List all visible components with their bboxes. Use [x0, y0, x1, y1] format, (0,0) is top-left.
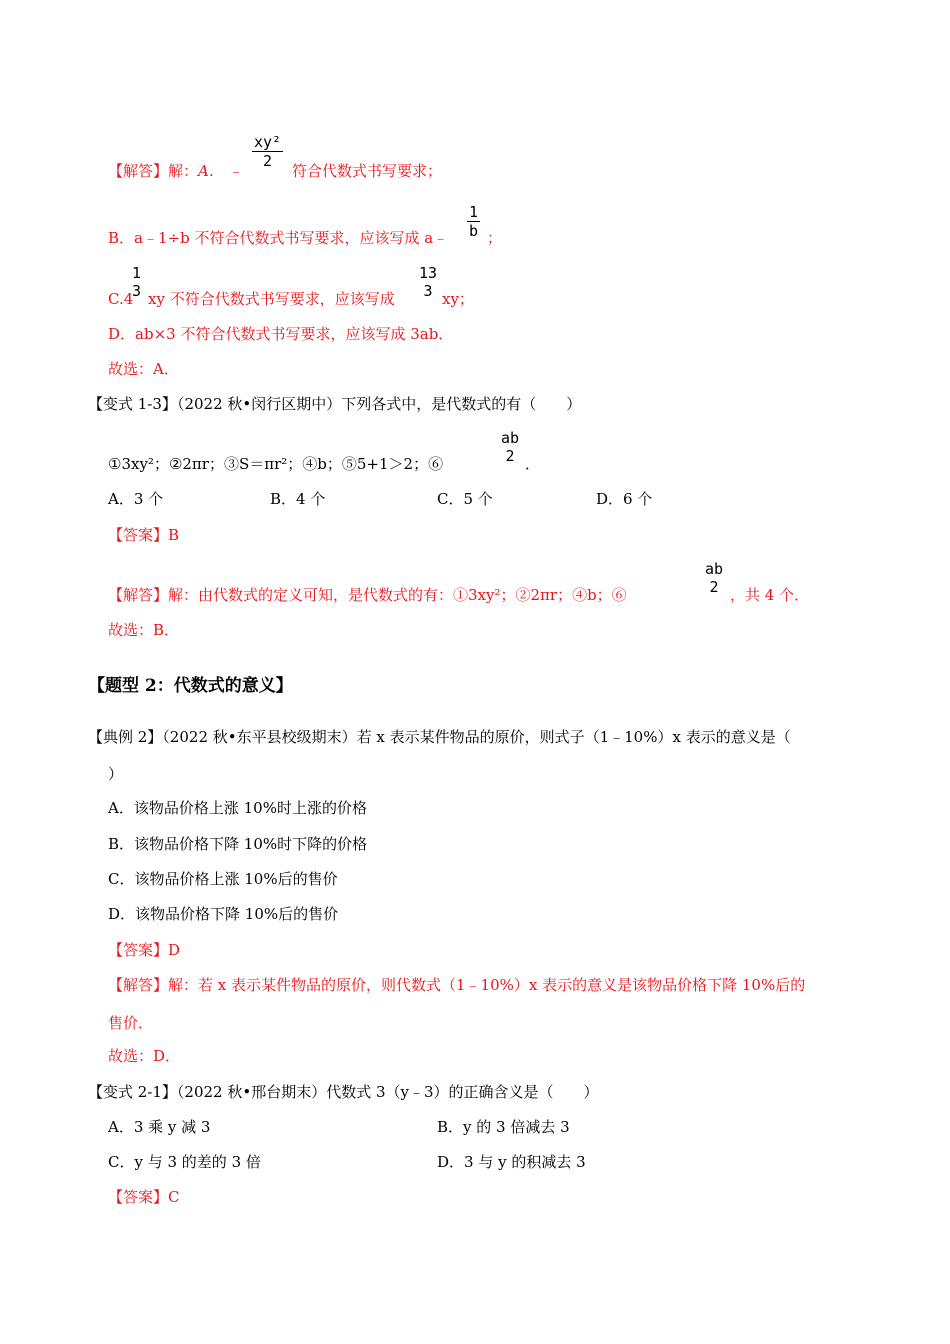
option-d: D．该物品价格下降 10%后的售价 [108, 905, 339, 923]
section-title: 【题型 2：代数式的意义】 [88, 676, 293, 696]
option-c: C．y 与 3 的差的 3 倍 [108, 1153, 261, 1171]
fraction-numerator: 13 [419, 264, 438, 282]
fraction-denominator: 2 [505, 447, 515, 465]
fraction-numerator: 1 [132, 264, 142, 282]
variant-1-3-items: ①3xy²；②2πr；③S＝πr²；④b；⑤5+1＞2；⑥ [108, 455, 444, 473]
fraction-13-over-3 [419, 264, 437, 300]
fraction-denominator: 2 [709, 578, 719, 596]
fraction-xy2-over-2 [252, 133, 283, 170]
option-b: B．4 个 [270, 490, 326, 508]
answer-choose: 故选：B． [108, 621, 180, 639]
example-2-line1: 【典例 2】（2022 秋•东平县校级期末）若 x 表示某件物品的原价，则式子（1﹣10%）x 表示的意义是（ [88, 728, 791, 746]
fraction-numerator: 1 [469, 203, 479, 221]
explain-line1: 【解答】解：若 x 表示某件物品的原价，则代数式（1﹣10%）x 表示的意义是该物品价格下降 10%后的 [108, 976, 806, 994]
fraction-denominator: 3 [423, 282, 433, 300]
option-c: C．该物品价格上涨 10%后的售价 [108, 870, 338, 888]
fraction-ab-over-2 [705, 560, 723, 596]
answer-explain-line-a-tail: 符合代数式书写要求； [292, 162, 443, 180]
option-d: D．6 个 [596, 490, 653, 508]
fraction-1-over-b [467, 203, 480, 240]
answer-line: 【答案】D [108, 941, 181, 959]
option-a: A．3 个 [108, 490, 164, 508]
option-b: B．该物品价格下降 10%时下降的价格 [108, 835, 368, 853]
answer-explain-line-a [108, 161, 244, 181]
fraction-1-over-3 [132, 264, 141, 300]
explain-line-tail: ，共 4 个． [730, 586, 810, 604]
option-d: D．3 与 y 的积减去 3 [437, 1153, 586, 1171]
answer-explain-line-b-tail: ； [487, 229, 503, 247]
variant-source: （2022 秋•闵行区期中）下列各式中，是代数式的有（ ） [176, 395, 582, 413]
variant-1-3-heading [88, 394, 581, 414]
answer-explain-line-b: B．a﹣1÷b 不符合代数式书写要求，应该写成 a﹣ [108, 229, 449, 247]
answer-choose: 故选：A． [108, 360, 179, 378]
variant-1-3-items-tail: ． [525, 455, 541, 473]
fraction-denominator: 2 [263, 152, 273, 170]
option-c: C．5 个 [437, 490, 493, 508]
variant-2-1-heading: 【变式 2-1】（2022 秋•邢台期末）代数式 3（y﹣3）的正确含义是（ ） [88, 1083, 599, 1101]
explain-head: 【解答】解： [108, 162, 199, 180]
option-b: B．y 的 3 倍减去 3 [437, 1118, 570, 1136]
option-label: A． [198, 162, 224, 180]
option-a: A．该物品价格上涨 10%时上涨的价格 [108, 799, 367, 817]
variant-title: 【变式 1-3】 [88, 395, 177, 413]
example-2-line2: ） [108, 765, 124, 783]
fraction-numerator: ab [705, 560, 724, 578]
explain-line: 【解答】解：由代数式的定义可知，是代数式的有：①3xy²；②2πr；④b；⑥ [108, 586, 627, 604]
fraction-denominator: b [469, 222, 479, 240]
fraction-denominator: 3 [132, 282, 142, 300]
answer-choose: 故选：D． [108, 1047, 181, 1065]
fraction-numerator: xy² [254, 133, 282, 151]
answer-explain-line-c-tail: xy； [442, 290, 474, 308]
answer-line: 【答案】C [108, 1188, 180, 1206]
answer-explain-line-d: D．ab×3 不符合代数式书写要求，应该写成 3ab． [108, 325, 454, 343]
fraction-ab-over-2 [501, 429, 519, 465]
explain-line2: 售价． [108, 1014, 154, 1032]
option-a: A．3 乘 y 减 3 [108, 1118, 211, 1136]
fraction-numerator: ab [501, 429, 520, 447]
minus-sign: ﹣ [228, 162, 244, 180]
answer-explain-line-c-mid: xy 不符合代数式书写要求，应该写成 [148, 290, 395, 308]
answer-line: 【答案】B [108, 526, 180, 544]
answer-explain-line-c: C.4 [108, 290, 134, 308]
